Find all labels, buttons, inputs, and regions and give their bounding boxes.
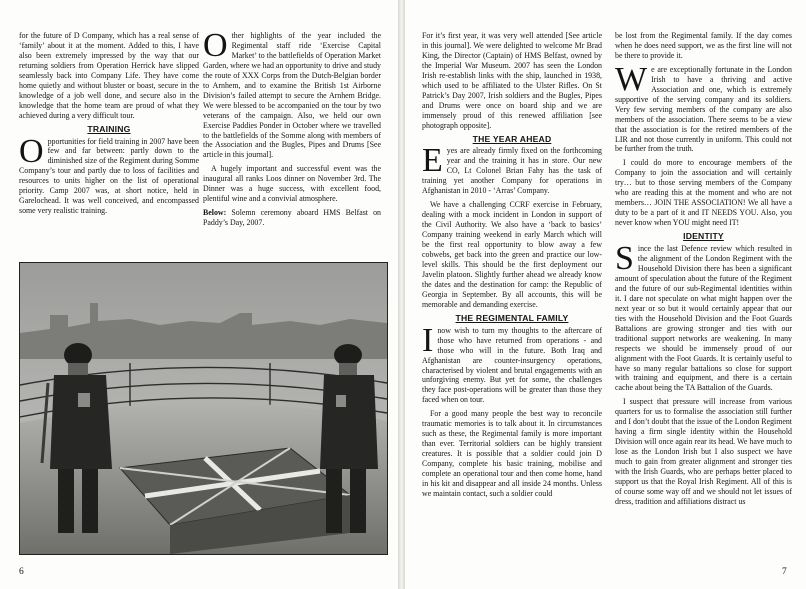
intro-paragraph: for the future of D Company, which has a real sense of ‘family’ about it at the moment. Added to this, I have also been extremely impressed by the way that our returning soldiers from Operation Herrick have slipped seamlessly back into Company Life. They have come home quietly and without bluster or boast, secure in the knowledge of a job well done, and secure also in the knowledge that the home team are proud of what they achieved during a very difficult tour. (19, 31, 199, 120)
right-page (405, 0, 806, 589)
ccrf-paragraph: We have a challenging CCRF exercise in February, dealing with a mock incident in London in support of the Civil Authority. We also have a ‘back to basics’ Company training weekend in early March which will be the first real opportunity to blow away a few cobwebs, get back into the green and practice our low-level skills. This should be the first deployment our Javelin platoon. Slightly further ahead we already know the dates and the destination for camp: the Republic of Georgia in September. By all accounts, this will be memorable and demanding exercise. (422, 200, 602, 309)
year-ahead-dropcap: E (422, 142, 443, 180)
page-number-left: 6 (19, 567, 24, 577)
photo-caption (203, 208, 381, 228)
year-ahead-text: yes are already firmly fixed on the forthcoming year and the training it has in store. Our new CO, Lt Colonel Brian Fahy has the task of training yet another Company for operations in Afghanistan in 2010 - ‘Arras’ Company. (422, 146, 602, 196)
pressure-paragraph: I suspect that pressure will increase from various quarters for us to formalise the association still further and I don’t doubt that the issue of the London Regiment having a firm single identity within the Household Division will once again rear its head. We have much to lose as the London Irish but I also suspect we have much to gain from greater alignment and stronger ties with the Irish Guards, who are perhaps better placed to support us that the Royal Irish Regiment. All of this is of course some way off and we should not let issues of dress, tradition and affiliations distract us (615, 397, 792, 506)
right-column-2 (615, 31, 792, 511)
year-ahead-paragraph (422, 142, 602, 196)
spine-gutter (398, 0, 405, 589)
photo-illustration (20, 263, 387, 554)
caption-label: Below: (203, 208, 227, 218)
association-dropcap: W (615, 60, 648, 98)
identity-paragraph (615, 240, 792, 393)
identity-dropcap: S (615, 240, 634, 278)
aftercare-text: now wish to turn my thoughts to the aftercare of those who have returned from operations - and those who will in the future. Both Iraq and Afghanistan are counter-insurgency operations, characterised by violent and brutal engagements with an unforgiving enemy. But yet for some, the challenges they face post-operations will be greater than those they faced when on tour. (422, 325, 602, 405)
training-dropcap: O (19, 132, 44, 170)
highlights-text: ther highlights of the year included the Regimental staff ride ‘Exercise Capital Market’ to the battlefields of Operation Market Garden, where we had an opportunity to drive and study the route of XXX Corps from the Dutch-Belgian border to Arnhem, and to examine the British 1st Airborne Division’s failed attempt to secure the Arnhem Bridge. We were blessed to be accompanied on the tour by two veterans of the campaign. Also, we held our own Exercise Paddies Ponder in October where we travelled to the battlefields of the Somme along with members of the Association and the Bugles, Pipes and Drums [See article in this journal]. (203, 31, 381, 160)
highlights-dropcap: O (203, 27, 228, 64)
association-paragraph (615, 60, 792, 155)
caption-text: Solemn ceremony aboard HMS Belfast on Paddy’s Day, 2007. (203, 208, 381, 228)
highlights-paragraph (203, 27, 381, 160)
identity-heading: IDENTITY (683, 231, 724, 242)
page-number-right: 7 (782, 567, 787, 577)
year-ahead-heading: THE YEAR AHEAD (472, 133, 552, 144)
training-heading: TRAINING (87, 123, 131, 134)
hms-belfast-ceremony-photo (19, 262, 388, 555)
belfast-paragraph: For it’s first year, it was very well attended [See article in this journal]. We were delighted to welcome Mr Brad King, the Director (Captain) of HMS Belfast, owned by the Imperial War Museum. 2007 has seen the London Irish re-establish links with the ship, launched in 1938, which used to be affiliated to the Ulster Rifles. On St Patrick’s Day 2007, Irish soldiers and the Bugles, Pipes and Drums were once on board ship and we are immensely proud of this renewed affiliation [see photograph opposite]. (422, 31, 602, 130)
left-column-1 (19, 31, 199, 220)
training-paragraph (19, 132, 199, 217)
regimental-family-heading: THE REGIMENTAL FAMILY (455, 312, 569, 323)
family-dropcap: I (422, 321, 434, 359)
identity-text: ince the last Defence review which resulted in the alignment of the London Regiment with the Household Division there has been a significant amount of speculation about the future of the Regiment and the future of our sub-Regimental identities within it. I dare not speculate on what might happen over the next year or so but it would certainly appear that our ties with the Household Division and the Foot Guards Battalions are growing stronger and ties with our traditional support networks are weakening. In many respects we should be immensely proud of our alignment with the Foot Guards. It is certainly useful to have so many regular battalions so close for support with training and equipment, and there is a certain cache about being the TA Battalion of the Guards. (615, 244, 792, 393)
loos-dinner-paragraph: A hugely important and successful event was the inaugural all ranks Loos dinner on November 3rd. The Dinner was a huge success, with excellent food, plentiful wine and a convivial atmosphere. (203, 164, 381, 204)
left-page (0, 0, 398, 589)
training-text: pportunities for field training in 2007 have been few and far between: partly down to the diminished size of the Regiment during Somme Company’s tour and partly due to loss of facilities and resources to units higher on the list of operational priority. Camp 2007 was, at short notice, held in Garelochead. It was well conceived, and encompassed some very realistic training. (19, 136, 199, 216)
join-association-paragraph: I could do more to encourage members of the Company to join the association and will certainly try… but to those serving members of the Company who are reading this at the moment and who are not members… JOIN THE ASSOCIATION! We all have a duty to be a part of it and IT NEEDS YOU. Also, you never know when YOU might need IT! (615, 158, 792, 228)
right-column-1 (422, 31, 602, 503)
association-text: e are exceptionally fortunate in the London Irish to have a thriving and active Association and one, which is extremely supportive of the serving company and its soldiers. Very few serving members of the company are also members of the association. There seems to be a view that the association is for the retired members of the LIR and not those currently in uniform. This could not be further from the truth. (615, 64, 792, 154)
aftercare-paragraph (422, 321, 602, 406)
left-column-2 (203, 27, 381, 232)
continuation-paragraph: be lost from the Regimental family. If the day comes when he does need support, we as the first line will not be there to provide it. (615, 31, 792, 60)
talk-paragraph: For a good many people the best way to reconcile traumatic memories is to talk about it. In circumstances such as these, the Regimental family is more important than ever. Territorial soldiers can be highly transient creatures. It is possible that a soldier could join D Company, complete his basic training, mobilise and complete an operational tour and then come home, hand in his kit and disappear and all inside 24 months. Unless we maintain contact, such a soldier could (422, 409, 602, 498)
